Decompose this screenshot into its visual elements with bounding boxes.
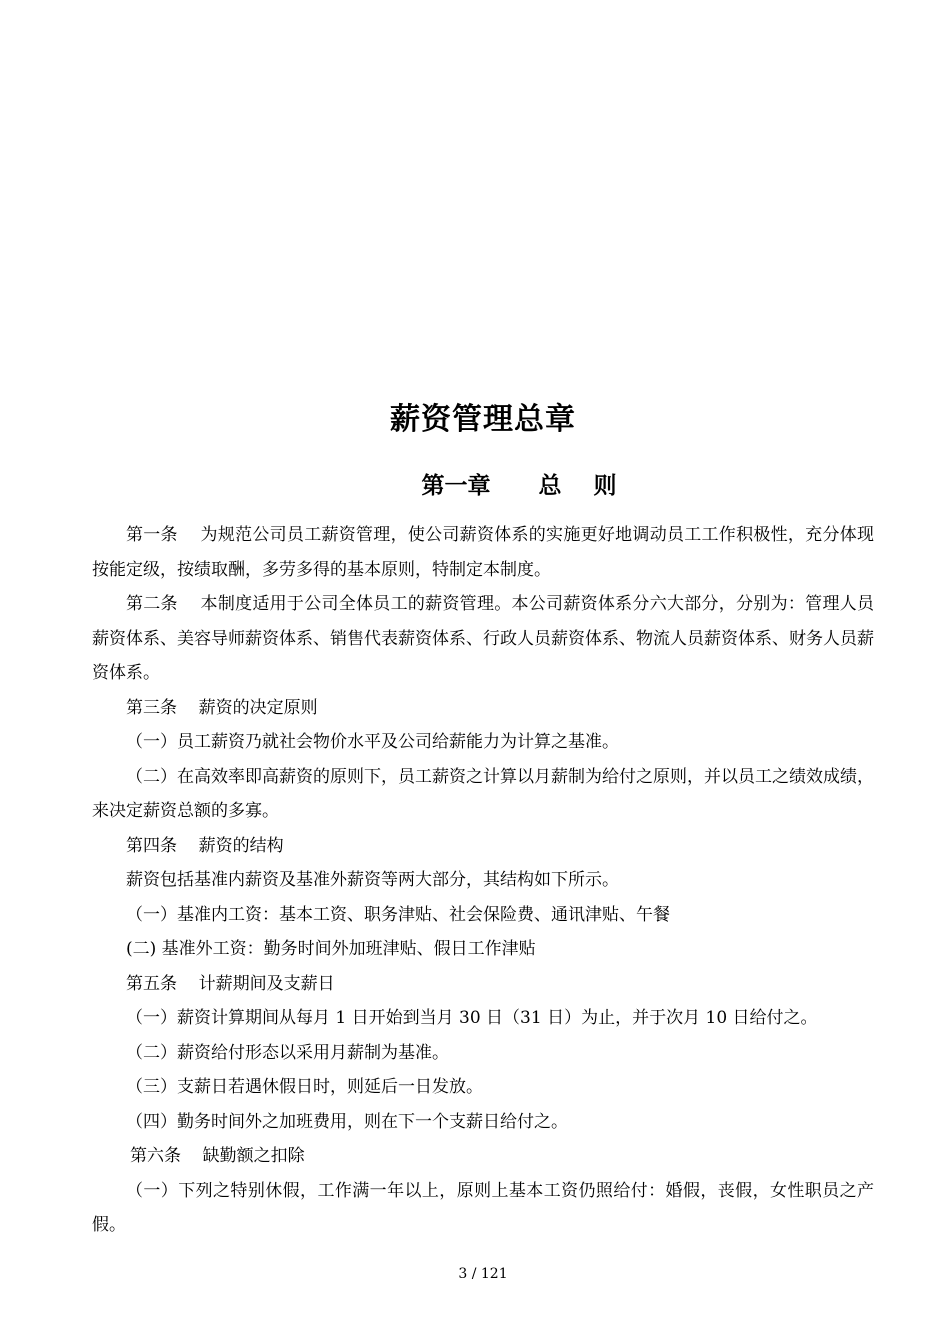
article-3-item-2: （二）在高效率即高薪资的原则下，员工薪资之计算以月薪制为给付之原则，并以员工之绩效成绩，来决定薪资总额的多寡。: [92, 766, 874, 821]
article-5-heading: 第五条 计薪期间及支薪日: [126, 973, 335, 994]
article-6-heading: 第六条 缺勤额之扣除: [130, 1146, 305, 1166]
document-title: 薪资管理总章: [390, 402, 576, 437]
article-1: 第一条 为规范公司员工薪资管理，使公司薪资体系的实施更好地调动员工工作积极性，充分体现按能定级，按绩取酬，多劳多得的基本原则，特制定本制度。: [92, 525, 874, 580]
document-body: [92, 518, 874, 1243]
page-number: 3 / 121: [458, 1266, 508, 1282]
article-4-heading: 第四条 薪资的结构: [126, 835, 284, 856]
article-5-item-3: （三）支薪日若遇休假日时，则延后一日发放。: [126, 1077, 483, 1097]
article-5-item-1: （一）薪资计算期间从每月 1 日开始到当月 30 日（31 日）为止，并于次月 10 日给付之。: [126, 1008, 818, 1028]
article-5-item-2: （二）薪资给付形态以采用月薪制为基准。: [126, 1042, 449, 1063]
article-2: 第二条 本制度适用于公司全体员工的薪资管理。本公司薪资体系分六大部分，分别为：管理人员薪资体系、美容导师薪资体系、销售代表薪资体系、行政人员薪资体系、物流人员薪资体系、财务人员薪资体系。: [92, 594, 874, 683]
article-3-heading: 第三条 薪资的决定原则: [126, 697, 318, 718]
article-6-item-1: （一）下列之特别休假，工作满一年以上，原则上基本工资仍照给付：婚假，丧假，女性职员之产假。: [92, 1180, 874, 1235]
article-4-item-2: (二) 基准外工资：勤务时间外加班津贴、假日工作津贴: [126, 939, 536, 959]
article-4-text: 薪资包括基准内薪资及基准外薪资等两大部分，其结构如下所示。: [126, 870, 619, 890]
article-5-item-4: （四）勤务时间外之加班费用，则在下一个支薪日给付之。: [126, 1111, 568, 1132]
chapter-title: 第一章 总 则: [421, 472, 617, 499]
article-4-item-1: （一）基准内工资：基本工资、职务津贴、社会保险费、通讯津贴、午餐: [126, 904, 670, 925]
article-3-item-1: （一）员工薪资乃就社会物价水平及公司给薪能力为计算之基准。: [126, 732, 619, 752]
